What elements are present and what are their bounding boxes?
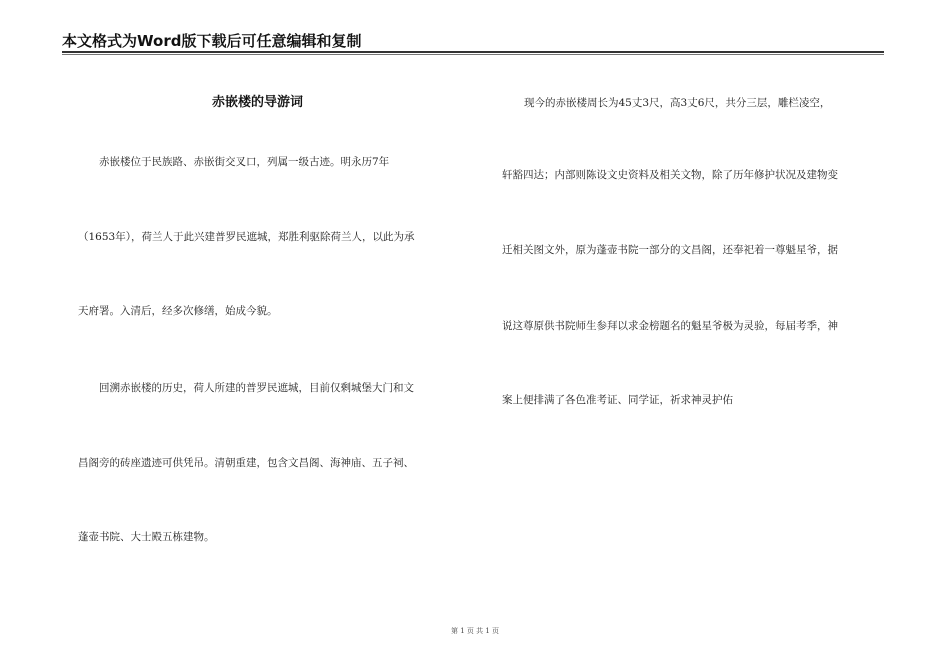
paragraph-line: 现今的赤嵌楼周长为45丈3尺，高3丈6尺，共分三层，雕栏凌空， xyxy=(524,97,831,109)
paragraph-line: 轩豁四达；内部则陈设文史资料及相关文物，除了历年修护状况及建物变 xyxy=(502,169,838,181)
page-number: 第 1 页 共 1 页 xyxy=(450,627,500,635)
paragraph-line: 蓬壶书院、大士殿五栋建物。 xyxy=(78,531,215,543)
paragraph-line: 赤嵌楼位于民族路、赤嵌街交叉口，列属一级古迹。明永历7年 xyxy=(99,156,390,168)
document-title: 赤嵌楼的导游词 xyxy=(212,95,304,110)
paragraph-line: （1653年），荷兰人于此兴建普罗民遮城，郑胜利驱除荷兰人，以此为承 xyxy=(78,231,415,243)
paragraph-line: 昌阁旁的砖座遗迹可供凭吊。清朝重建，包含文昌阁、海神庙、五子祠、 xyxy=(78,457,414,469)
paragraph-line: 案上便排满了各色准考证、同学证，祈求神灵护佑 xyxy=(502,394,733,406)
document-header: 本文格式为Word版下载后可任意编辑和复制 xyxy=(62,32,362,50)
header-rule-secondary xyxy=(62,54,884,55)
paragraph-line: 迁相关图文外，原为蓬壶书院一部分的文昌阁，还奉祀着一尊魁星爷，据 xyxy=(502,244,838,256)
header-rule xyxy=(62,51,884,53)
paragraph-line: 说这尊原供书院师生参拜以求金榜题名的魁星爷极为灵验，每届考季，神 xyxy=(502,320,838,332)
paragraph-line: 回溯赤嵌楼的历史，荷人所建的普罗民遮城，目前仅剩城堡大门和文 xyxy=(99,382,414,394)
paragraph-line: 天府署。入清后，经多次修缮，始成今貌。 xyxy=(78,305,278,317)
